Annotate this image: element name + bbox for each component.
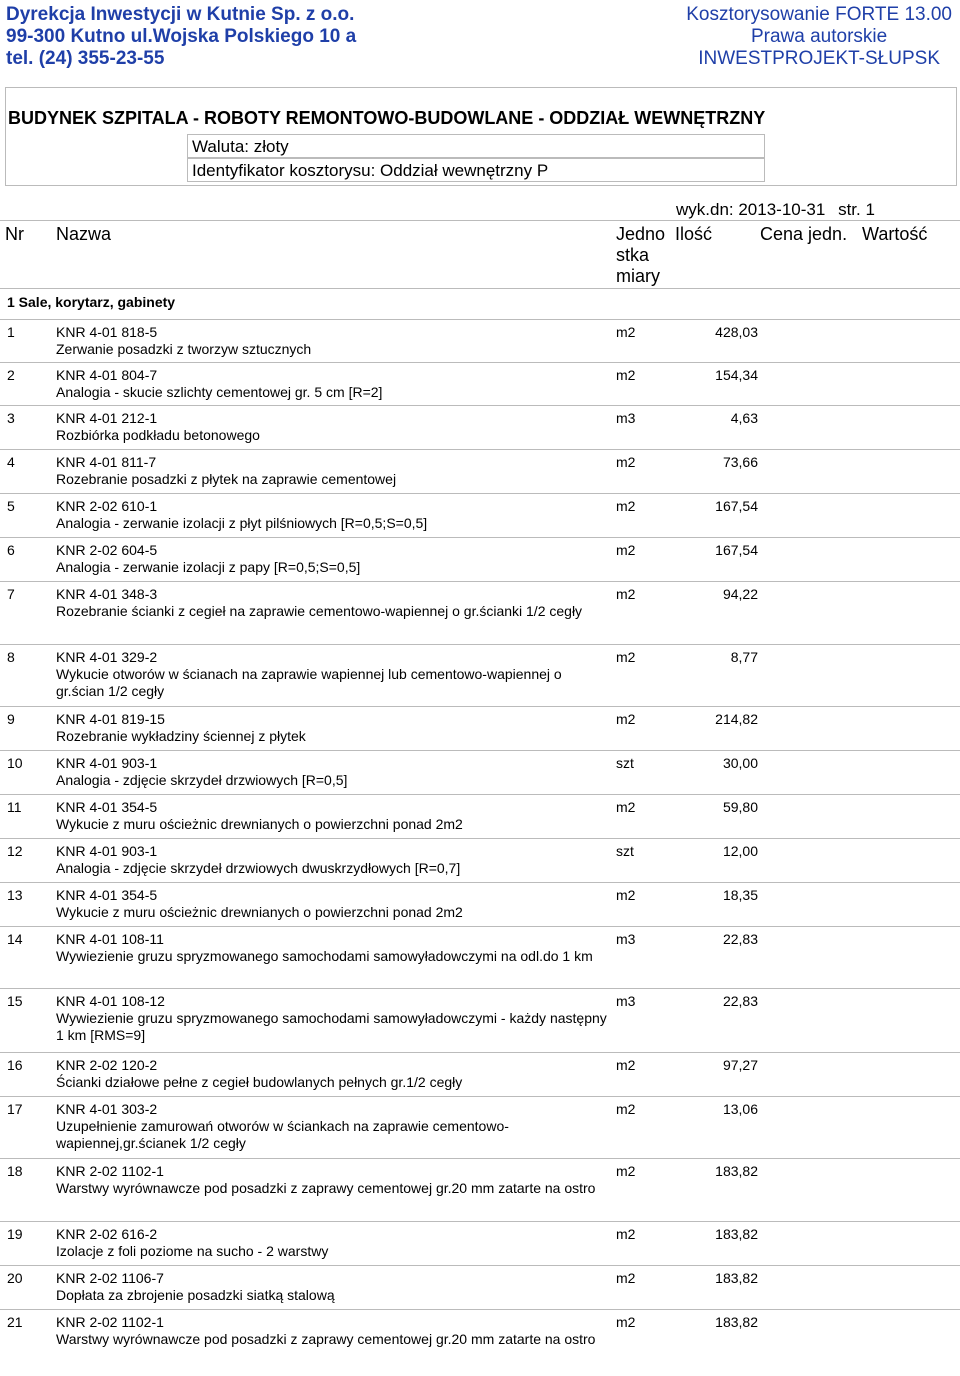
- row-rule: [0, 882, 960, 883]
- item-description: Izolacje z foli poziome na sucho - 2 warstwy: [56, 1243, 329, 1259]
- col-unit: Jedno stka miary: [616, 224, 666, 286]
- quantity: 4,63: [730, 410, 758, 426]
- catalog-code: KNR 4-01 819-15: [56, 711, 165, 727]
- unit-of-measure: m2: [616, 1057, 636, 1073]
- item-description: Rozbiórka podkładu betonowego: [56, 427, 260, 443]
- identifier-field: Identyfikator kosztorysu: Oddział wewnętrzny P: [187, 158, 765, 182]
- item-description: Warstwy wyrównawcze pod posadzki z zaprawy cementowej gr.20 mm zatarte na ostro: [56, 1331, 596, 1347]
- row-rule: [0, 1052, 960, 1053]
- copyright-label: Prawa autorskie: [750, 26, 888, 47]
- quantity: 97,27: [722, 1057, 758, 1073]
- unit-of-measure: m2: [616, 649, 636, 665]
- item-description: Analogia - zdjęcie skrzydeł drzwiowych [R=0,5]: [56, 772, 348, 788]
- unit-of-measure: szt: [616, 843, 634, 859]
- catalog-code: KNR 2-02 1102-1: [56, 1163, 164, 1179]
- row-number: 17: [7, 1101, 23, 1117]
- catalog-code: KNR 2-02 610-1: [56, 498, 158, 514]
- currency-field: Waluta: złoty: [187, 134, 765, 158]
- catalog-code: KNR 4-01 329-2: [56, 649, 158, 665]
- company-phone: tel. (24) 355-23-55: [6, 48, 165, 69]
- row-number: 20: [7, 1270, 23, 1286]
- item-description: Warstwy wyrównawcze pod posadzki z zaprawy cementowej gr.20 mm zatarte na ostro: [56, 1180, 596, 1196]
- catalog-code: KNR 4-01 212-1: [56, 410, 158, 426]
- row-rule: [0, 750, 960, 751]
- row-number: 2: [7, 367, 15, 383]
- quantity: 22,83: [722, 931, 758, 947]
- row-rule: [0, 794, 960, 795]
- row-number: 12: [7, 843, 23, 859]
- unit-of-measure: m2: [616, 1163, 636, 1179]
- item-description: Analogia - skucie szlichty cementowej gr. 5 cm [R=2]: [56, 384, 383, 400]
- item-description: Dopłata za zbrojenie posadzki siatką stalową: [56, 1287, 335, 1303]
- quantity: 18,35: [722, 887, 758, 903]
- row-rule: [0, 1096, 960, 1097]
- row-number: 8: [7, 649, 15, 665]
- unit-of-measure: m2: [616, 324, 636, 340]
- unit-of-measure: m2: [616, 711, 636, 727]
- item-description: Rozebranie wykładziny ściennej z płytek: [56, 728, 306, 744]
- col-name: Nazwa: [56, 224, 112, 244]
- program-name: Kosztorysowanie FORTE 13.00: [686, 4, 952, 25]
- catalog-code: KNR 2-02 120-2: [56, 1057, 158, 1073]
- company-name: Dyrekcja Inwestycji w Kutnie Sp. z o.o.: [6, 4, 355, 25]
- catalog-code: KNR 4-01 818-5: [56, 324, 158, 340]
- row-rule: [0, 644, 960, 645]
- row-number: 7: [7, 586, 15, 602]
- row-number: 16: [7, 1057, 23, 1073]
- execution-date: wyk.dn: 2013-10-31: [676, 200, 826, 219]
- row-number: 14: [7, 931, 23, 947]
- quantity: 183,82: [715, 1163, 758, 1179]
- row-number: 10: [7, 755, 23, 771]
- unit-of-measure: m3: [616, 993, 636, 1009]
- quantity: 22,83: [722, 993, 758, 1009]
- row-number: 4: [7, 454, 15, 470]
- quantity: 167,54: [715, 498, 758, 514]
- row-rule: [0, 1221, 960, 1222]
- item-description: Rozebranie posadzki z płytek na zaprawie cementowej: [56, 471, 397, 487]
- unit-of-measure: m2: [616, 1226, 636, 1242]
- catalog-code: KNR 2-02 1106-7: [56, 1270, 164, 1286]
- quantity: 183,82: [715, 1314, 758, 1330]
- row-rule: [0, 838, 960, 839]
- catalog-code: KNR 4-01 108-12: [56, 993, 165, 1009]
- quantity: 167,54: [715, 542, 758, 558]
- row-number: 9: [7, 711, 15, 727]
- row-rule: [0, 405, 960, 406]
- unit-of-measure: m2: [616, 542, 636, 558]
- quantity: 13,06: [722, 1101, 758, 1117]
- company-address: 99-300 Kutno ul.Wojska Polskiego 10 a: [6, 26, 357, 47]
- quantity: 73,66: [722, 454, 758, 470]
- catalog-code: KNR 4-01 108-11: [56, 931, 164, 947]
- quantity: 183,82: [715, 1226, 758, 1242]
- item-description: Zerwanie posadzki z tworzyw sztucznych: [56, 341, 312, 357]
- row-rule: [0, 581, 960, 582]
- catalog-code: KNR 4-01 903-1: [56, 755, 158, 771]
- catalog-code: KNR 4-01 303-2: [56, 1101, 158, 1117]
- col-nr: Nr: [5, 224, 24, 244]
- unit-of-measure: szt: [616, 755, 634, 771]
- item-description: Wykucie z muru ościeżnic drewnianych o powierzchni ponad 2m2: [56, 816, 463, 832]
- quantity: 8,77: [730, 649, 758, 665]
- unit-of-measure: m2: [616, 454, 636, 470]
- quantity: 59,80: [722, 799, 758, 815]
- row-number: 21: [7, 1314, 23, 1330]
- col-qty: Ilość: [675, 224, 713, 244]
- copyright-owner: INWESTPROJEKT-SŁUPSK: [698, 48, 940, 69]
- row-rule: [0, 319, 960, 320]
- quantity: 94,22: [722, 586, 758, 602]
- catalog-code: KNR 2-02 604-5: [56, 542, 158, 558]
- quantity: 183,82: [715, 1270, 758, 1286]
- row-number: 13: [7, 887, 23, 903]
- unit-of-measure: m3: [616, 931, 636, 947]
- catalog-code: KNR 2-02 616-2: [56, 1226, 158, 1242]
- section-heading: 1 Sale, korytarz, gabinety: [7, 294, 176, 310]
- unit-of-measure: m2: [616, 498, 636, 514]
- page-info: [676, 200, 875, 220]
- item-description: Analogia - zerwanie izolacji z papy [R=0,5;S=0,5]: [56, 559, 361, 575]
- row-rule: [0, 988, 960, 989]
- catalog-code: KNR 4-01 804-7: [56, 367, 158, 383]
- row-number: 5: [7, 498, 15, 514]
- row-number: 15: [7, 993, 23, 1009]
- item-description: Analogia - zerwanie izolacji z płyt pilśniowych [R=0,5;S=0,5]: [56, 515, 428, 531]
- item-description: Wykucie z muru ościeżnic drewnianych o powierzchni ponad 2m2: [56, 904, 463, 920]
- item-description: Wywiezienie gruzu spryzmowanego samochodami samowyładowczymi - każdy następny 1 km [RMS=9]: [56, 1010, 607, 1043]
- catalog-code: KNR 4-01 811-7: [56, 454, 157, 470]
- catalog-code: KNR 4-01 348-3: [56, 586, 158, 602]
- item-description: Analogia - zdjęcie skrzydeł drzwiowych dwuskrzydłowych [R=0,7]: [56, 860, 461, 876]
- unit-of-measure: m2: [616, 799, 636, 815]
- item-description: Rozebranie ścianki z cegieł na zaprawie cementowo-wapiennej o gr.ścianki 1/2 cegły: [56, 603, 583, 619]
- catalog-code: KNR 4-01 903-1: [56, 843, 158, 859]
- quantity: 214,82: [715, 711, 758, 727]
- company-header: [6, 4, 356, 70]
- row-rule: [0, 926, 960, 927]
- unit-of-measure: m2: [616, 1314, 636, 1330]
- row-number: 19: [7, 1226, 23, 1242]
- unit-of-measure: m2: [616, 887, 636, 903]
- section-rule: [0, 288, 960, 289]
- item-description: Wykucie otworów w ścianach na zaprawie wapiennej lub cementowo-wapiennej o gr.ścian 1/2 cegły: [56, 666, 562, 699]
- header-top-rule: [0, 220, 960, 221]
- quantity: 154,34: [715, 367, 758, 383]
- row-rule: [0, 493, 960, 494]
- row-rule: [0, 1309, 960, 1310]
- item-description: Uzupełnienie zamurowań otworów w ściankach na zaprawie cementowo-wapiennej,gr.ścianek 1/2 cegły: [56, 1118, 509, 1151]
- row-number: 1: [7, 324, 15, 340]
- page-number: str. 1: [838, 200, 875, 219]
- catalog-code: KNR 4-01 354-5: [56, 887, 158, 903]
- row-number: 18: [7, 1163, 23, 1179]
- row-rule: [0, 1158, 960, 1159]
- unit-of-measure: m2: [616, 586, 636, 602]
- document-title: BUDYNEK SZPITALA - ROBOTY REMONTOWO-BUDOWLANE - ODDZIAŁ WEWNĘTRZNY: [8, 108, 766, 128]
- catalog-code: KNR 2-02 1102-1: [56, 1314, 164, 1330]
- unit-of-measure: m2: [616, 1270, 636, 1286]
- row-rule: [0, 706, 960, 707]
- program-header: [686, 4, 952, 70]
- unit-of-measure: m2: [616, 367, 636, 383]
- row-number: 6: [7, 542, 15, 558]
- row-number: 3: [7, 410, 15, 426]
- unit-of-measure: m3: [616, 410, 636, 426]
- row-rule: [0, 1265, 960, 1266]
- catalog-code: KNR 4-01 354-5: [56, 799, 158, 815]
- col-value: Wartość: [862, 224, 928, 244]
- quantity: 428,03: [715, 324, 758, 340]
- row-number: 11: [7, 799, 22, 815]
- unit-of-measure: m2: [616, 1101, 636, 1117]
- quantity: 12,00: [722, 843, 758, 859]
- item-description: Ścianki działowe pełne z cegieł budowlanych pełnych gr.1/2 cegły: [56, 1074, 463, 1090]
- item-description: Wywiezienie gruzu spryzmowanego samochodami samowyładowczymi na odl.do 1 km: [56, 948, 593, 964]
- col-unit-price: Cena jedn.: [760, 224, 848, 244]
- row-rule: [0, 449, 960, 450]
- quantity: 30,00: [722, 755, 758, 771]
- row-rule: [0, 537, 960, 538]
- row-rule: [0, 362, 960, 363]
